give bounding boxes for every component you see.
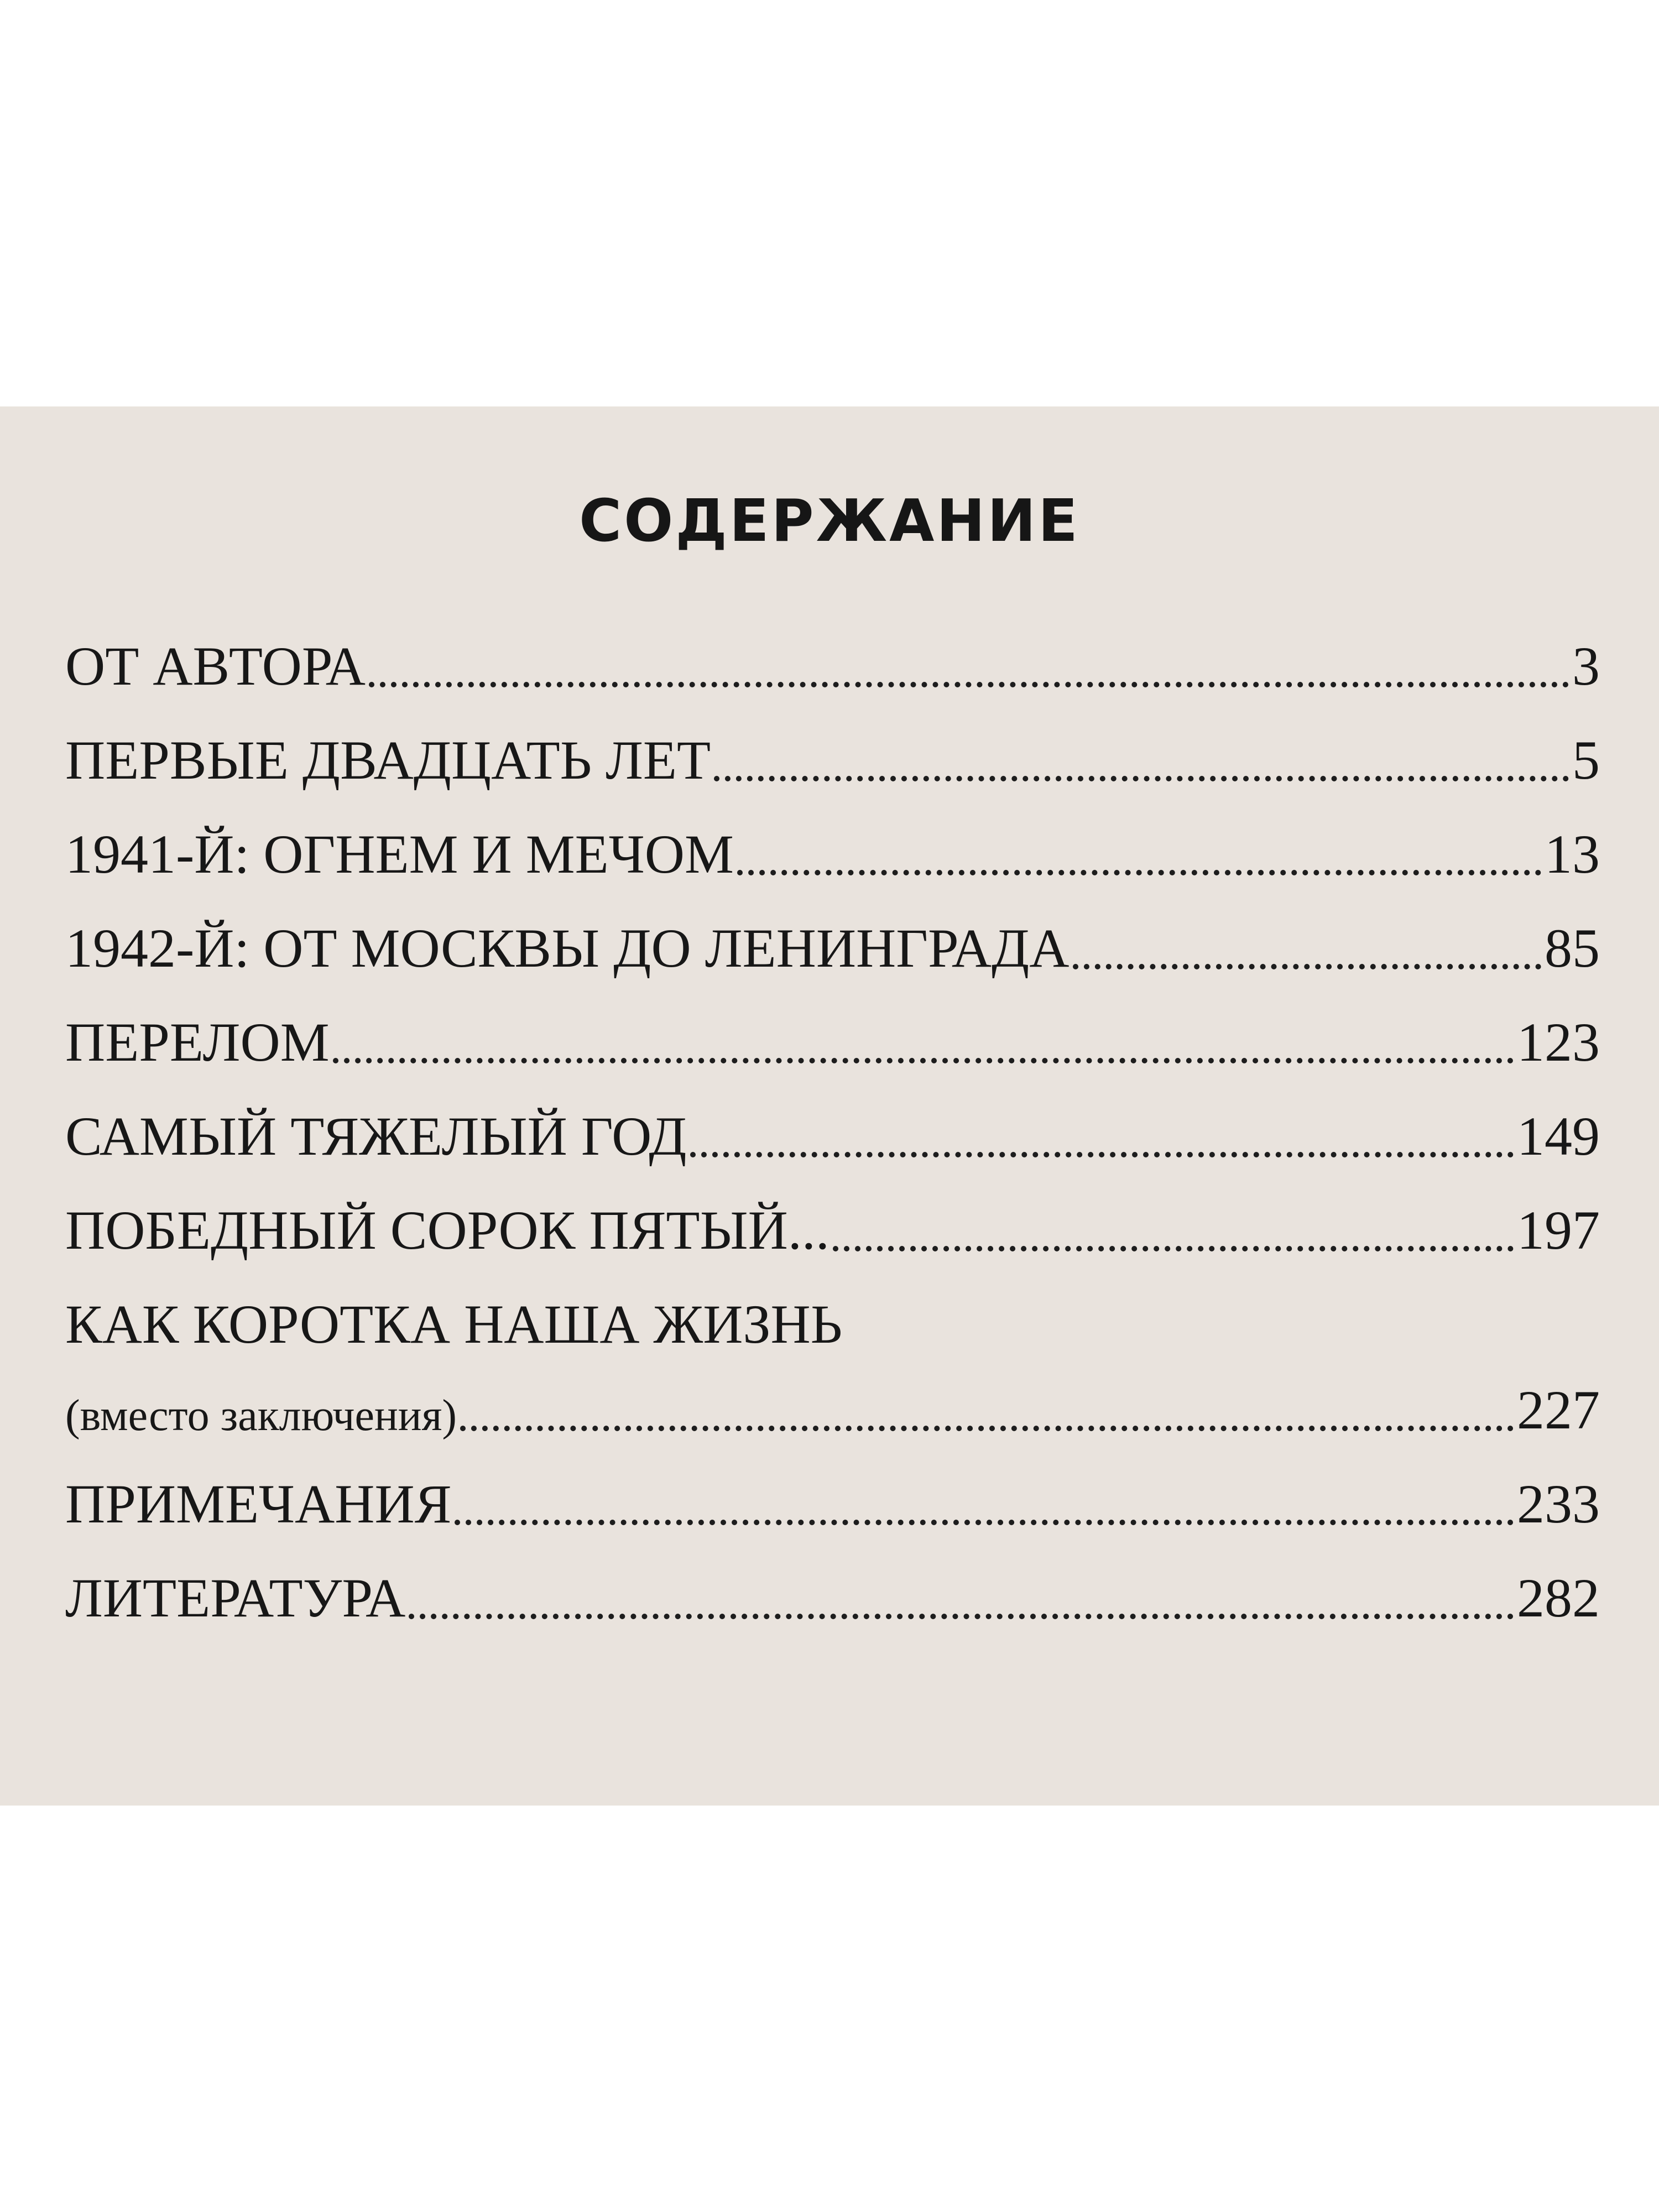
dot-leader [409, 1614, 1514, 1619]
toc-entry-from-author [65, 635, 1600, 697]
dot-leader [833, 1246, 1514, 1251]
toc-page-number: 123 [1517, 1011, 1600, 1073]
toc-entry-1942 [65, 917, 1600, 979]
toc-entry-title: ПЕРВЫЕ ДВАДЦАТЬ ЛЕТ [65, 729, 711, 791]
toc-entry-1941 [65, 823, 1600, 885]
toc-page-number: 3 [1572, 635, 1600, 697]
toc-entry-turning-point [65, 1011, 1600, 1073]
toc-entry-title: 1942-Й: ОТ МОСКВЫ ДО ЛЕНИНГРАДА [65, 917, 1070, 979]
toc-entry-title: ПРИМЕЧАНИЯ [65, 1473, 452, 1535]
toc-entry-first-twenty-years [65, 729, 1600, 791]
dot-leader [369, 682, 1569, 687]
toc-entry-title: ПЕРЕЛОМ [65, 1011, 330, 1073]
table-of-contents [65, 406, 1600, 1806]
dot-leader [737, 870, 1541, 875]
page-title: СОДЕРЖАНИЕ [579, 487, 1080, 555]
dot-leader [460, 1426, 1514, 1431]
toc-entry-title: 1941-Й: ОГНЕМ И МЕЧОМ [65, 823, 734, 885]
toc-entry-title: САМЫЙ ТЯЖЕЛЫЙ ГОД [65, 1105, 687, 1167]
toc-page-number: 282 [1517, 1567, 1600, 1629]
toc-entry-how-short-life [65, 1379, 1600, 1441]
dot-leader [690, 1152, 1514, 1157]
toc-entry-title: ОТ АВТОРА [65, 635, 366, 697]
toc-entry-title: КАК КОРОТКА НАША ЖИЗНЬ [65, 1293, 843, 1355]
toc-entry-literature [65, 1567, 1600, 1629]
dot-leader [455, 1520, 1514, 1525]
toc-entry-subtitle: (вместо заключения) [65, 1391, 457, 1440]
dot-leader [1073, 964, 1541, 969]
toc-entry-hardest-year [65, 1105, 1600, 1167]
toc-page-number: 5 [1572, 729, 1600, 791]
toc-entry-title: ПОБЕДНЫЙ СОРОК ПЯТЫЙ... [65, 1199, 830, 1261]
toc-entry-victorious-45 [65, 1199, 1600, 1261]
toc-page-number: 149 [1517, 1105, 1600, 1167]
toc-entry-notes [65, 1473, 1600, 1535]
book-page [0, 406, 1659, 1806]
toc-page-number: 227 [1517, 1379, 1600, 1441]
dot-leader [333, 1058, 1514, 1063]
dot-leader [714, 776, 1569, 781]
toc-page-number: 13 [1545, 823, 1600, 885]
toc-page-number: 85 [1545, 917, 1600, 979]
toc-page-number: 197 [1517, 1199, 1600, 1261]
toc-page-number: 233 [1517, 1473, 1600, 1535]
toc-entry-title: ЛИТЕРАТУРА [65, 1567, 406, 1629]
